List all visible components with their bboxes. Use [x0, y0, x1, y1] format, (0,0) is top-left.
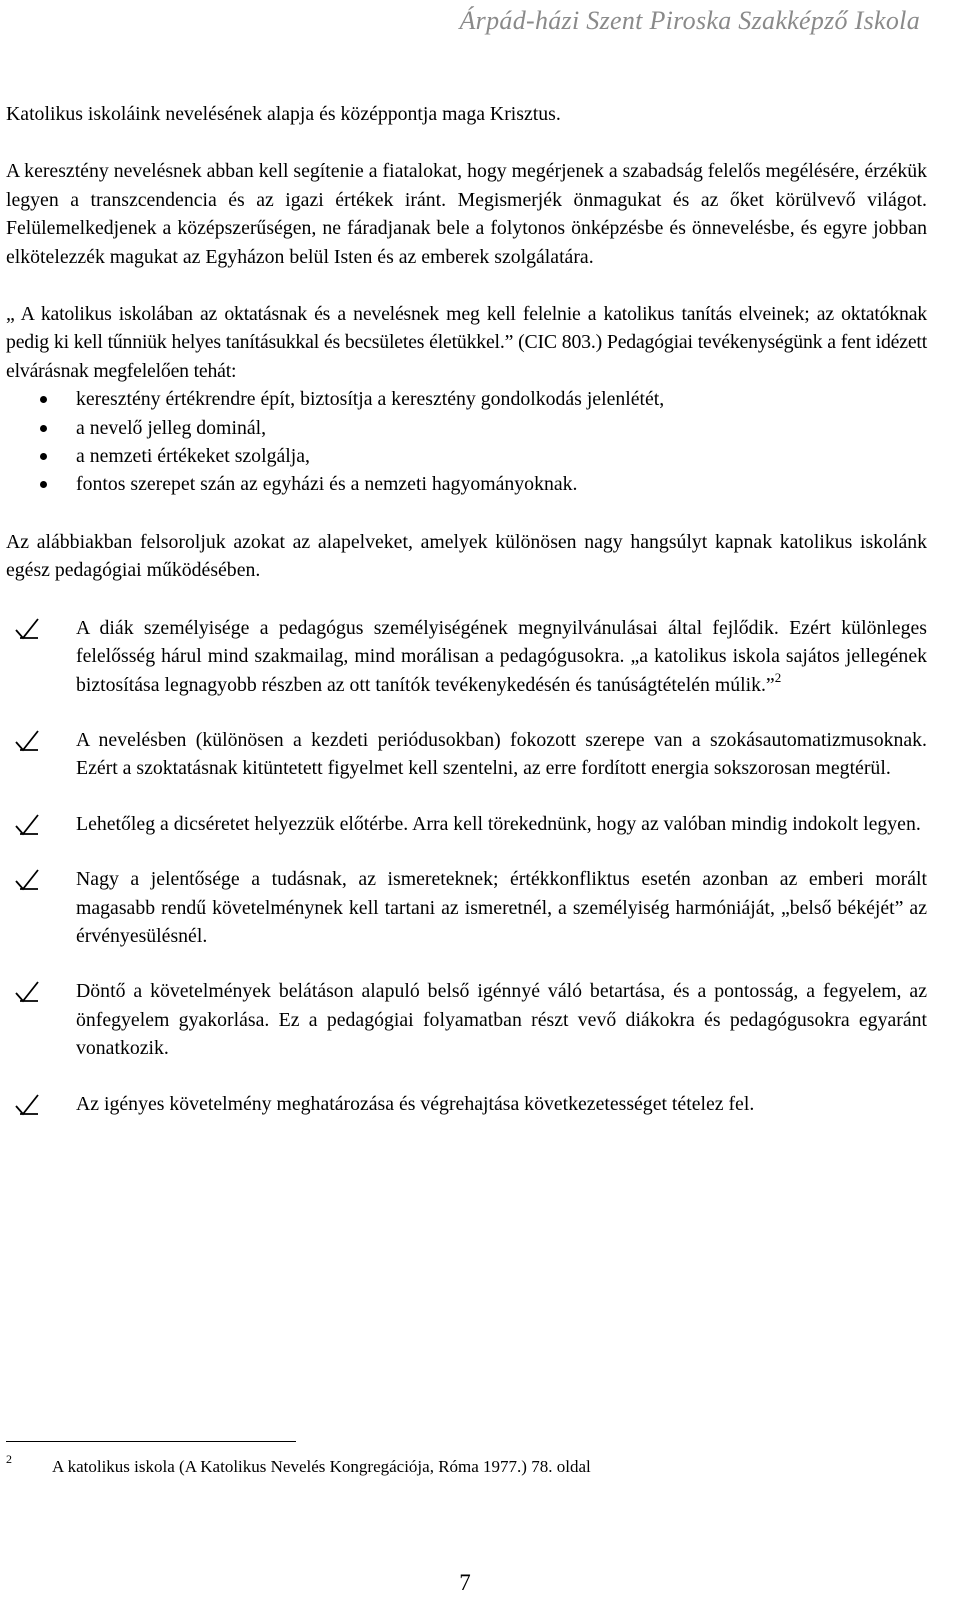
- principles-list: [6, 614, 927, 1118]
- check-mark-icon: [14, 1093, 40, 1117]
- footnote-number: 2: [6, 1452, 12, 1466]
- paragraph-principles-intro: Az alábbiakban felsoroljuk azokat az alapelveket, amelyek különösen nagy hangsúlyt kapnak katolikus iskolánk egész pedagógiai működésében.: [6, 530, 927, 582]
- page-number: 7: [459, 1570, 471, 1595]
- footnote-text: A katolikus iskola (A Katolikus Nevelés Kongregációja, Róma 1977.) 78. oldal: [52, 1457, 591, 1476]
- list-item: fontos szerepet szán az egyházi és a nemzeti hagyományoknak.: [6, 470, 927, 498]
- list-item: a nemzeti értékeket szolgálja,: [6, 442, 927, 470]
- bullet-dot-icon: [40, 453, 47, 460]
- principle-item: Lehetőleg a dicséretet helyezzük előtérbe. Arra kell törekednünk, hogy az valóban mindig indokolt legyen.: [6, 810, 927, 838]
- paragraph-christian-education: A keresztény nevelésnek abban kell segítenie a fiatalokat, hogy megérjenek a szabadság felelős megélésére, érzékük legyen a transzcendencia és az igazi értékek iránt. Megismerjék önmagukat és az őket körülvevő világot. Felülemelkedjenek a középszerűségen, ne fáradjanak bele a folytonos önképzésbe és önnevelésbe, és egyre jobban elkötelezzék magukat az Egyházon belül Isten és az emberek szolgálatára.: [6, 160, 927, 268]
- principle-item: A nevelésben (különösen a kezdeti periódusokban) fokozott szerepe van a szokásautomatizmusoknak. Ezért a szoktatásnak kitüntetett figyelmet kell szentelni, az erre fordított energia sokszorosan megtérül.: [6, 726, 927, 783]
- paragraph-cic-quote: „ A katolikus iskolában az oktatásnak és a nevelésnek meg kell felelnie a katolikus tanítás elveinek; az oktatóknak pedig ki kell tűnniük helyes tanításukkal és becsületes életükkel.” (CIC 803.) Pedagógiai tevékenységünk a fent idézett elvárásnak megfelelően tehát:: [6, 303, 927, 382]
- list-item: a nevelő jelleg dominál,: [6, 414, 927, 442]
- check-mark-icon: [14, 617, 40, 641]
- bullet-list: [6, 385, 927, 499]
- document-body: [6, 100, 927, 1145]
- check-mark-icon: [14, 980, 40, 1004]
- check-mark-icon: [14, 813, 40, 837]
- page-header-school-name: Árpád-házi Szent Piroska Szakképző Iskola: [459, 6, 920, 35]
- footnote-reference[interactable]: 2: [774, 669, 782, 685]
- bullet-dot-icon: [40, 396, 47, 403]
- paragraph-intro: Katolikus iskoláink nevelésének alapja és középpontja maga Krisztus.: [6, 103, 561, 125]
- bullet-dot-icon: [40, 425, 47, 432]
- check-mark-icon: [14, 868, 40, 892]
- list-item: keresztény értékrendre épít, biztosítja a keresztény gondolkodás jelenlétét,: [6, 385, 927, 413]
- principle-item: Az igényes követelmény meghatározása és végrehajtása következetességet tételez fel.: [6, 1090, 927, 1118]
- bullet-dot-icon: [40, 481, 47, 488]
- check-mark-icon: [14, 729, 40, 753]
- footnote-separator: [6, 1441, 296, 1442]
- principle-item: Nagy a jelentősége a tudásnak, az ismereteknek; értékkonfliktus esetén azonban az emberi morált magasabb rendű követelménynek kell tartani az ismeretnél, a személyiség harmóniáját, „belső békéjét” az érvényesülésnél.: [6, 865, 927, 950]
- principle-item: Döntő a követelmények belátáson alapuló belső igénnyé váló betartása, és a pontosság, a fegyelem, az önfegyelem gyakorlása. Ez a pedagógiai folyamatban részt vevő diákokra és pedagógusokra egyaránt vonatkozik.: [6, 977, 927, 1062]
- principle-item: A diák személyisége a pedagógus személyiségének megnyilvánulásai által fejlődik. Ezért különleges felelősség hárul mind szakmailag, mind morálisan a pedagógusokra. „a katolikus iskola sajátos jellegének biztosítása legnagyobb részben az ott tanítók tevékenykedésén és tanúságtételén múlik.”$^2$: [6, 614, 927, 699]
